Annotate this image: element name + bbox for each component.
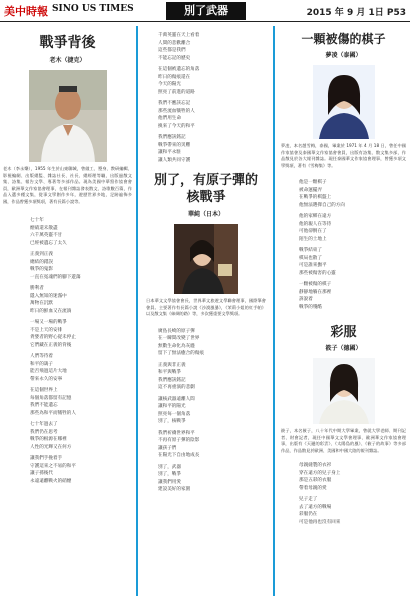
poem-line: 和平與戰爭	[158, 370, 181, 375]
poem-stanza	[158, 100, 272, 130]
poem-stanza	[30, 353, 135, 383]
poem-stanza	[30, 319, 135, 349]
author-photo	[29, 70, 107, 162]
poem-line: 讓孩子們	[158, 445, 177, 451]
poem-line: 戰爭的殘酷	[299, 304, 322, 310]
poem-line: 他的親人在等待	[299, 221, 332, 227]
poem-line: 我們不應該忘記	[158, 101, 191, 106]
poem-line: 每個角落都留有記憶	[30, 395, 72, 401]
poem-line: 讓和平的陽光	[158, 404, 186, 409]
poem-body	[140, 318, 272, 494]
poem-line: 不是上天的安排	[30, 327, 63, 333]
poem-line: 勝利者	[30, 286, 44, 291]
poem-stanza	[299, 213, 410, 243]
poem-line: 隱入無知的迷霧中	[30, 293, 67, 299]
poem-line: 我們祈禱世界和平	[158, 430, 195, 436]
poem-line: 彩服仍在	[299, 512, 318, 517]
article-byline: 華純（日本）	[187, 211, 224, 218]
poem-line: 我們應該銘記	[158, 135, 186, 140]
article-title: 戰爭背後	[39, 35, 96, 51]
poem-stanza	[299, 281, 410, 311]
poem-line: 在這個被遺忘的角落	[158, 67, 200, 72]
poem-body	[277, 169, 410, 311]
article-byline: 筱子（德國）	[325, 345, 362, 352]
poem-stanza	[158, 66, 272, 96]
poem-line: 帶着母親的愛	[299, 485, 327, 491]
poem-stanza	[158, 430, 272, 460]
author-photo	[174, 224, 238, 294]
poem-line: 一場又一場的戰爭	[30, 320, 67, 325]
article-title: 一顆被傷的棋子	[301, 32, 386, 46]
poem-line: 可是他再也沒有回來	[299, 519, 341, 525]
poem-body	[277, 454, 410, 526]
section-title: 別了武器	[166, 2, 246, 20]
poem-line: 別了，核戰爭	[158, 419, 186, 424]
poem-stanza	[158, 328, 272, 358]
poem-line: 今天的陽光	[158, 82, 181, 87]
poem-line: 不能忘記的歷史	[158, 55, 191, 61]
poem-line: 戰爭的根源在哪裡	[30, 437, 67, 442]
poem-stanza	[158, 134, 272, 164]
poem-line: 這些都是我們	[158, 48, 186, 53]
poem-line: 六千萬英靈不甘	[30, 233, 63, 238]
poem-line: 讓和平永駐	[158, 150, 181, 155]
poem-line: 我們不能遺忘	[30, 403, 58, 408]
poem-line: 已經被遺忘了太久	[30, 240, 67, 246]
poem-line: 在這個世界上	[30, 388, 58, 393]
poem-line: 人性的光輝又在何方	[30, 444, 72, 450]
poem-line: 那些被傷害的心靈	[299, 270, 336, 276]
poem-line: 和平的鴿子	[30, 361, 53, 367]
poem-line: 這不再重演的悲劇	[158, 385, 195, 390]
poem-line: 戰爭的鬼影	[30, 267, 53, 272]
poem-stanza	[30, 421, 135, 451]
poem-line: 人間的悲歡離合	[158, 40, 191, 46]
poem-body-continued	[140, 26, 272, 164]
issue-date: 2015 年 9 月 1日	[306, 8, 384, 18]
author-bio: 老木（李永樂），1955 年生於山東聊城，曾做工、塑身、教研編輯、影視編劇、出版總監、雜誌社長、社長、總經理等職，出版過散文集、詩集、報告文學、專著等多部作品。現為美國中華寫作協會會員，歐洲華文作家協會理事，在報刊雜誌發表散文、詩歌數百篇，作品入選多種文集，從事文學創作多年，遊歷世界多地，足跡遍佈多國，作品曾獲多項獎項，著有長篇小說等。	[3, 166, 132, 204]
author-bio: 日本華文文學協會會長，世界華文旅遊文學聯會理事，國際筆會會員。主要著作有長篇小說《沙漠風暴》，《茉莉小姐的紅手帕》以及散文集《絲綢的路》等，多次獲重要文學獎項。	[146, 298, 266, 316]
poem-line: 他們用生命	[158, 116, 181, 121]
poem-line: 照亮每一個角落	[158, 411, 191, 417]
poem-line: 正義到正義	[30, 252, 53, 257]
poem-line: 它們藏在正義的背後	[30, 342, 72, 348]
poem-line: 在陽光下自由地成長	[158, 453, 200, 458]
poem-line: 可他卻倒在了	[299, 229, 327, 234]
poem-line: 那是五彩的衣服	[299, 478, 332, 483]
poem-line: 無數生命化為灰燼	[158, 343, 195, 349]
poem-line: 留下了無法癒合的傷痕	[158, 351, 204, 356]
poem-line: 戰爭結束了	[299, 248, 322, 253]
poem-line: 能否飛過這片大地	[30, 369, 67, 374]
poem-line: 靜靜地躺在那裡	[299, 289, 332, 295]
poem-stanza	[30, 217, 135, 247]
poem-line: 讓我們手挽着手	[30, 456, 63, 461]
poem-line: 七十年過去了	[30, 422, 58, 427]
poem-line: 人們等待着	[30, 354, 53, 359]
poem-line: 總結的錯誤	[30, 259, 53, 265]
poem-line: 一直在冤魂們的腳下遊蕩	[30, 274, 81, 280]
poem-line: 母親縫製的衣衫	[299, 463, 332, 468]
poem-line: 讓子孫後代	[30, 471, 53, 476]
poem-line: 萬物在沉默	[30, 301, 53, 306]
poem-line: 帶來永久的安寧	[30, 376, 63, 382]
brand-name-english: SINO US TIMES	[52, 4, 134, 14]
poem-stanza	[299, 462, 410, 492]
column-left	[0, 26, 135, 596]
poem-line: 換來了今天的和平	[158, 123, 195, 129]
column-divider	[273, 26, 275, 596]
poem-line: 棋局也散了	[299, 255, 322, 261]
article-title: 別了，有原子彈的核戰爭	[153, 173, 258, 205]
poem-stanza	[158, 464, 272, 494]
poem-line: 正義與非正義	[158, 362, 186, 368]
author-photo	[313, 65, 375, 139]
page-number: P53	[386, 8, 406, 18]
author-bio: 筱子，本名筱子，八十年代中期大學畢業，曾就大學老師、期刊記者、財會記者，現任中國華文文學會理事、歐洲華文作家協會理事，出版有《天邊的彩雲》、《太陽島的風》、《筱子的故事》等多部作品，作品散見於歐洲、美國和中國大陸的報刊雜誌。	[281, 428, 406, 453]
poem-line: 被命運擺弄	[299, 187, 322, 193]
poem-line: 可是誰來撫平	[299, 263, 327, 268]
poem-line: 他是一顆棋子	[299, 180, 327, 185]
poem-stanza	[299, 247, 410, 277]
poem-line: 永遠遠離戰火的硝煙	[30, 478, 72, 484]
poem-line: 讓我們用愛	[158, 479, 181, 485]
poem-line: 讓人類共同守護	[158, 157, 191, 163]
poem-line: 去了遠方的戰場	[299, 504, 332, 510]
poem-line: 在一瞬間改變了世界	[158, 336, 200, 341]
poem-line: 在戰爭的棋盤上	[299, 195, 332, 200]
poem-line: 他的家鄉在遠方	[299, 214, 332, 219]
article-byline: 夢凌（泰國）	[325, 52, 362, 59]
poem-line: 穿在遠方的兒子身上	[299, 470, 341, 476]
poem-line: 讓核武器遠離人間	[158, 396, 195, 402]
poem-stanza	[158, 32, 272, 62]
article-title: 彩服	[330, 325, 357, 340]
poem-line: 那些流血犧牲的人	[158, 108, 195, 114]
brand-name: 美中時報	[4, 5, 48, 18]
poem-line: 建設美好的家園	[158, 487, 191, 492]
poem-line: 那些為和平而犧牲的人	[30, 410, 76, 416]
poem-stanza	[299, 179, 410, 209]
poem-stanza	[158, 396, 272, 426]
article-byline: 老木（捷克）	[49, 57, 86, 64]
poem-stanza	[158, 362, 272, 392]
poem-stanza	[30, 387, 135, 417]
poem-line: 我們仍在思考	[30, 429, 58, 435]
poem-stanza	[299, 496, 410, 526]
poem-line: 兒子走了	[299, 497, 318, 502]
poem-line: 守護這來之不易的和平	[30, 463, 76, 469]
column-divider	[136, 26, 138, 596]
poem-body	[0, 205, 135, 485]
poem-line: 廣島長崎的原子彈	[158, 328, 195, 334]
poem-line: 七十年	[30, 218, 44, 223]
author-bio: 夢凌，本名趙雪梅，泰國，畢業於 1971 年 4 月 18 日，曾任中國作家協會及泰國華文作家協會會員，出版有詩集、散文集多部，作品散見於各大報刊雜誌。現任泰國華文作家協會理事，曾獲多項文學獎項，著有《雪梅集》等。	[281, 143, 406, 168]
column-middle	[140, 26, 272, 596]
poem-line: 戰爭帶來的災難	[158, 142, 191, 148]
page-header	[0, 0, 410, 22]
poem-stanza	[30, 455, 135, 485]
poem-line: 煙硝還未散盡	[30, 225, 58, 231]
poem-line: 陌生的土地上	[299, 236, 327, 242]
poem-line: 一顆被傷的棋子	[299, 282, 332, 287]
poem-line: 別了，戰爭	[158, 472, 181, 477]
poem-line: 不再有原子彈的陰影	[158, 438, 200, 443]
poem-stanza	[30, 251, 135, 281]
poem-line: 千萬英靈在天上看着	[158, 33, 200, 38]
poem-line: 昨日的鮮血又在流淌	[30, 308, 72, 314]
dateline	[307, 5, 406, 18]
poem-line: 訴說着	[299, 297, 313, 302]
poem-line: 他無法選擇自己的方向	[299, 202, 345, 208]
poem-stanza	[30, 285, 135, 315]
poem-line: 照亮了前進的道路	[158, 89, 195, 95]
poem-line: 我們應該銘記	[158, 377, 186, 383]
poem-line: 昨日的傷痕還在	[158, 74, 191, 80]
poem-line: 別了，武器	[158, 464, 181, 470]
author-photo	[313, 358, 375, 424]
column-right	[277, 26, 410, 596]
poem-line: 貪婪者的野心從未停止	[30, 335, 76, 340]
